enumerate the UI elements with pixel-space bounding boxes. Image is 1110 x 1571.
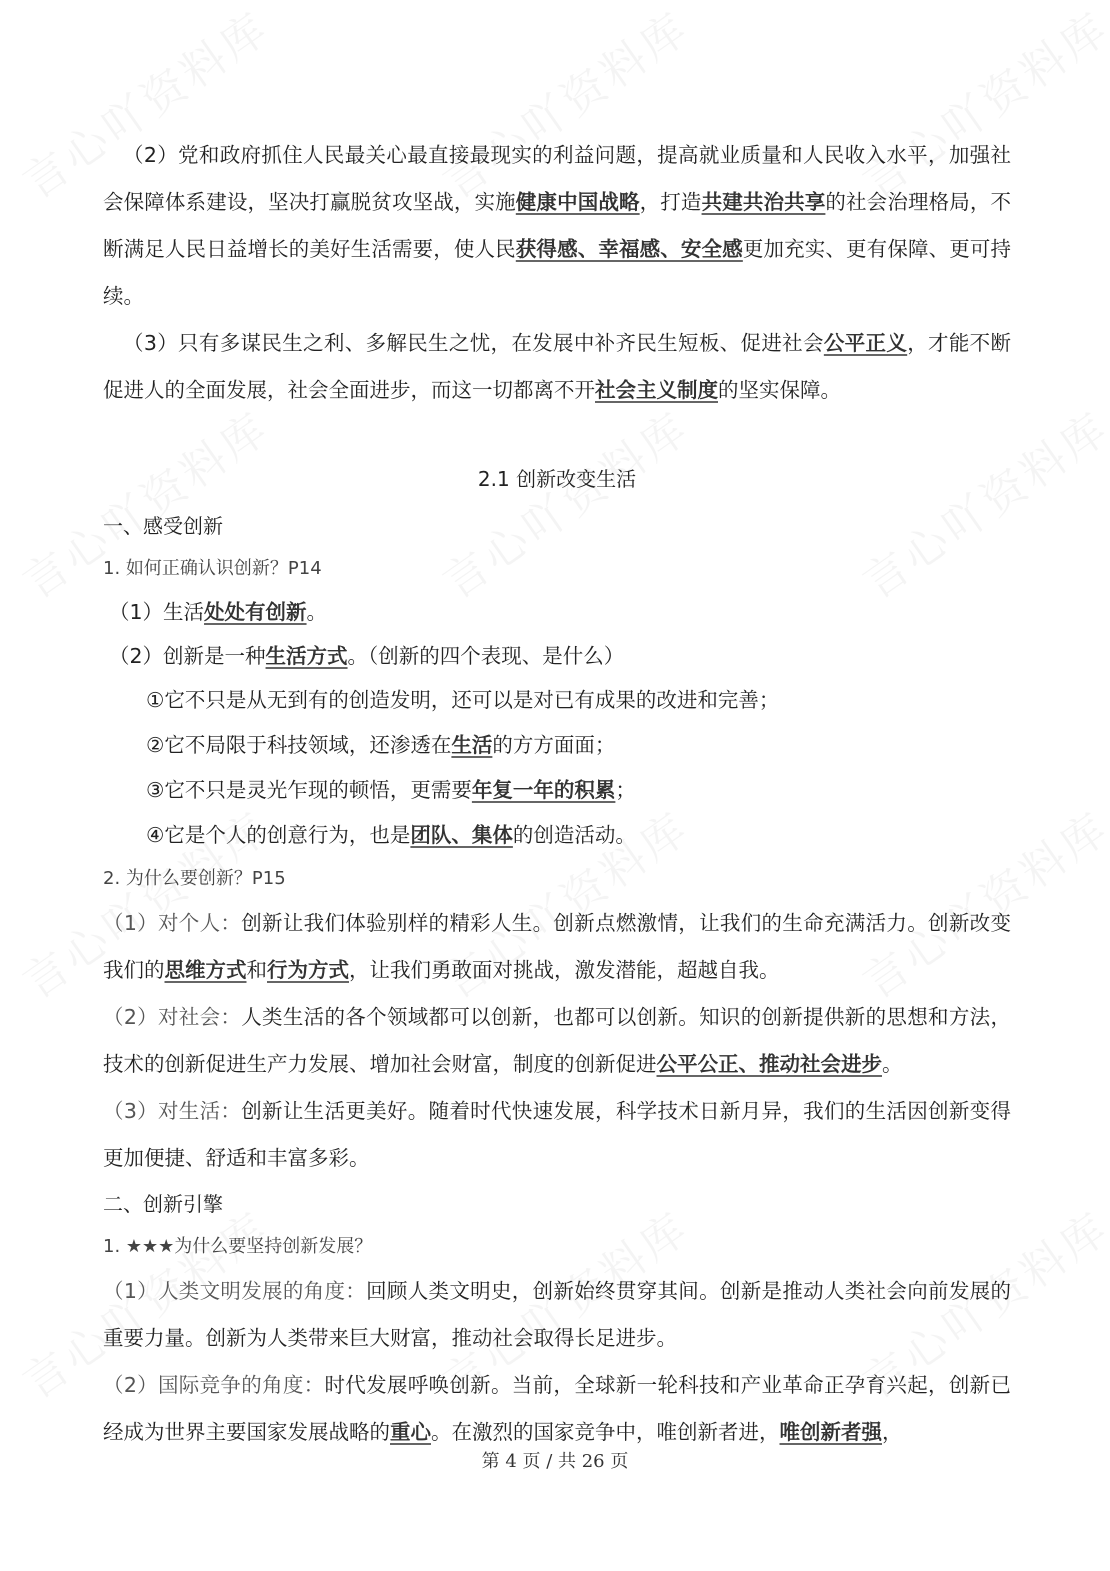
question-2-heading: 2. 为什么要创新？P15 [103, 868, 286, 889]
intro-paragraph-2: （2）党和政府抓住人民最关心最直接最现实的利益问题，提高就业质量和人民收入水平，加强社会保障体系建设，坚决打赢脱贫攻坚战，实施健康中国战略，打造共建共治共享的社会治理格局，不断满足人民日益增长的美好生活需要，使人民获得感、幸福感、安全感更加充实、更有保障、更可持续。 [103, 143, 1012, 308]
key-term: 重心 [390, 1420, 431, 1444]
key-term: 社会主义制度 [595, 378, 718, 402]
key-term: 行为方式 [267, 958, 349, 982]
key-term: 处处有创新 [204, 600, 307, 624]
question-heading: 1. ★★★为什么要坚持创新发展？ [103, 1236, 373, 1257]
answer-paragraph: （2）对社会：人类生活的各个领域都可以创新，也都可以创新。知识的创新提供新的思想和方法，技术的创新促进生产力发展、增加社会财富，制度的创新促进公平公正、推动社会进步。 [103, 1005, 1011, 1076]
key-term: 健康中国战略 [515, 190, 640, 214]
part2-heading: 二、创新引擎 [103, 1192, 223, 1216]
page-content [103, 132, 1011, 1456]
key-term: 生活 [451, 733, 493, 757]
answer-label: （2）对社会： [103, 1005, 242, 1029]
list-item: （2）创新是一种生活方式。（创新的四个表现、是什么） [109, 644, 625, 668]
answer-paragraph: （3）对生活：创新让生活更美好。随着时代快速发展，科学技术日新月异，我们的生活因创新变得更加便捷、舒适和丰富多彩。 [103, 1099, 1011, 1170]
part1-heading: 一、感受创新 [103, 514, 223, 538]
key-term: 唯创新者强 [779, 1420, 882, 1444]
answer-label: （1）人类文明发展的角度： [103, 1279, 367, 1303]
key-term: 获得感、幸福感、安全感 [515, 237, 743, 261]
list-item: （1）生活处处有创新。 [109, 600, 328, 624]
intro-paragraph-3: （3）只有多谋民生之利、多解民生之忧，在发展中补齐民生短板、促进社会公平正义，才能不断促进人的全面发展，社会全面进步，而这一切都离不开社会主义制度的坚实保障。 [103, 331, 1012, 402]
key-term: 公平正义 [823, 331, 908, 355]
answer-paragraph: （1）对个人：创新让我们体验别样的精彩人生。创新点燃激情，让我们的生命充满活力。创新改变我们的思维方式和行为方式，让我们勇敢面对挑战，激发潜能，超越自我。 [103, 911, 1011, 982]
key-term: 生活方式 [265, 644, 348, 668]
key-term: 共建共治共享 [701, 190, 826, 214]
sub-item: ④它是个人的创意行为，也是团队、集体的创造活动。 [146, 823, 636, 847]
answer-label: （2）国际竞争的角度： [103, 1373, 325, 1397]
answer-label: （1）对个人： [103, 911, 242, 935]
page-footer: 第 4 页 / 共 26 页 [481, 1451, 629, 1472]
section-title: 2.1 创新改变生活 [477, 467, 637, 491]
key-term: 思维方式 [164, 958, 247, 982]
answer-paragraph: （2）国际竞争的角度：时代发展呼唤创新。当前，全球新一轮科技和产业革命正孕育兴起，创新已经成为世界主要国家发展战略的重心。在激烈的国家竞争中，唯创新者进，唯创新者强， [103, 1373, 1011, 1444]
question-1-heading: 1. 如何正确认识创新？P14 [103, 558, 322, 579]
key-term: 公平公正、推动社会进步 [656, 1052, 882, 1076]
key-term: 团队、集体 [410, 823, 513, 847]
key-term: 年复一年的积累 [471, 778, 616, 802]
answer-paragraph: （1）人类文明发展的角度：回顾人类文明史，创新始终贯穿其间。创新是推动人类社会向前发展的重要力量。创新为人类带来巨大财富，推动社会取得长足进步。 [103, 1279, 1011, 1350]
sub-item: ③它不只是灵光乍现的顿悟，更需要年复一年的积累； [146, 778, 636, 802]
sub-item: ②它不局限于科技领域，还渗透在生活的方方面面； [146, 733, 616, 757]
answer-label: （3）对生活： [103, 1099, 242, 1123]
sub-item: ①它不只是从无到有的创造发明，还可以是对已有成果的改进和完善； [146, 688, 780, 712]
